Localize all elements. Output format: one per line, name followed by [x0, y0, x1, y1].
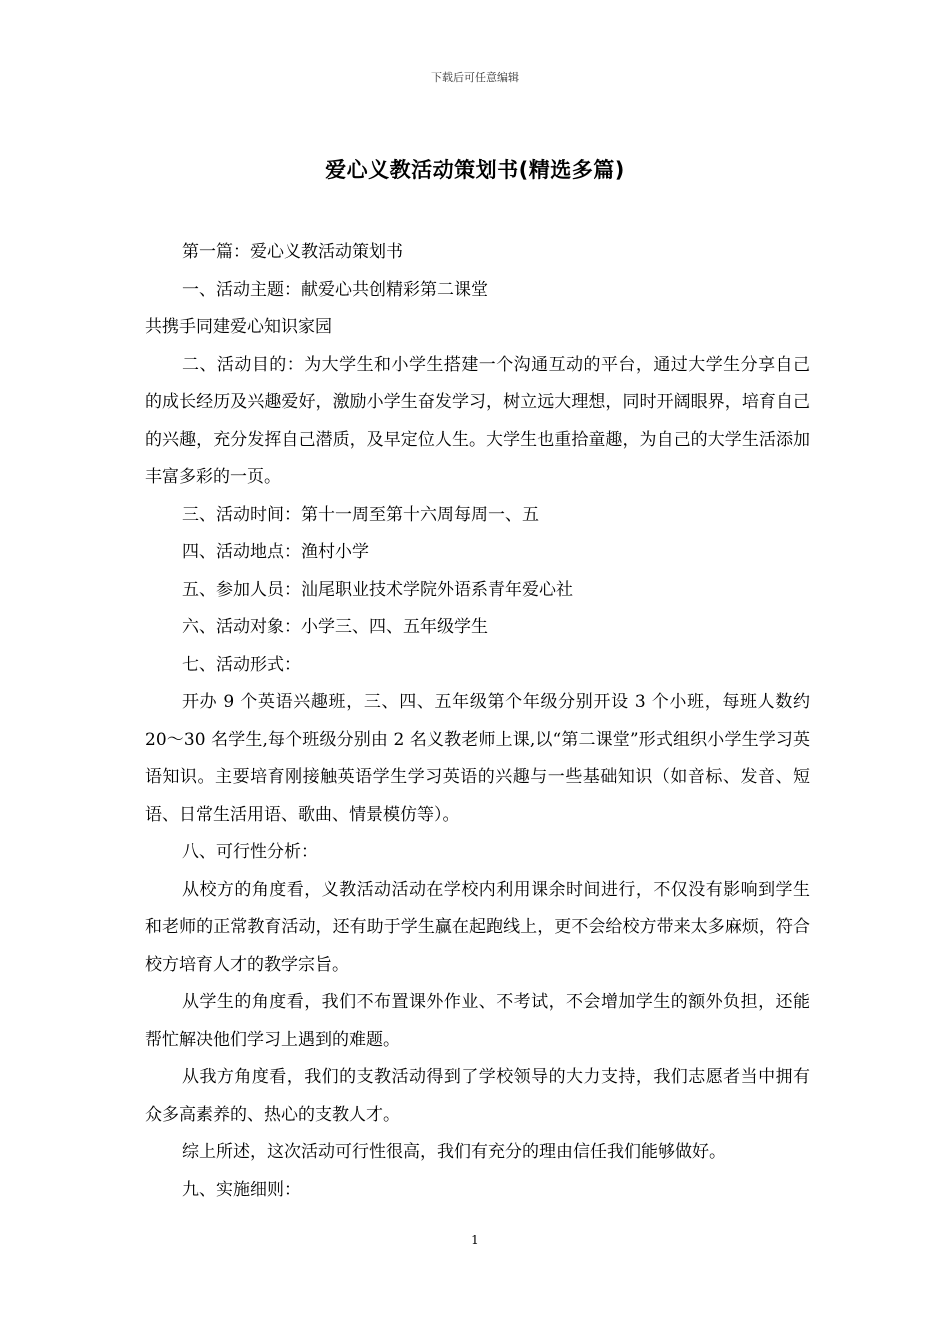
paragraph: 六、活动对象：小学三、四、五年级学生	[182, 617, 488, 637]
paragraph: 从我方角度看，我们的支教活动得到了学校领导的大力支持，我们志愿者当中拥有众多高素养的、热心的支教人才。	[145, 1067, 810, 1125]
document-body	[145, 234, 810, 1209]
paragraph: 从学生的角度看，我们不布置课外作业、不考试，不会增加学生的额外负担，还能帮忙解决他们学习上遇到的难题。	[145, 992, 810, 1050]
paragraph: 第一篇：爱心义教活动策划书	[182, 242, 403, 262]
document-title: 爱心义教活动策划书(精选多篇)	[325, 158, 625, 182]
page-header: 下载后可任意编辑	[431, 71, 519, 84]
paragraph: 共携手同建爱心知识家园	[145, 317, 332, 337]
paragraph: 从校方的角度看，义教活动活动在学校内利用课余时间进行，不仅没有影响到学生和老师的正常教育活动，还有助于学生赢在起跑线上，更不会给校方带来太多麻烦，符合校方培育人才的教学宗旨。	[145, 879, 810, 975]
paragraph: 八、可行性分析：	[182, 842, 318, 862]
paragraph: 二、活动目的：为大学生和小学生搭建一个沟通互动的平台，通过大学生分享自己的成长经历及兴趣爱好，激励小学生奋发学习，树立远大理想，同时开阔眼界，培育自己的兴趣，充分发挥自己潜质，及早定位人生。大学生也重拾童趣，为自己的大学生活添加丰富多彩的一页。	[145, 354, 810, 487]
paragraph: 四、活动地点：渔村小学	[182, 542, 369, 562]
page-number: 1	[471, 1233, 479, 1247]
paragraph: 开办 9 个英语兴趣班，三、四、五年级第个年级分别开设 3 个小班，每班人数约 20～30 名学生,每个班级分别由 2 名义教老师上课,以“第二课堂”形式组织小学生学习英语知识。主要培育刚接触英语学生学习英语的兴趣与一些基础知识（如音标、发音、短语、日常生活用语、歌曲、情景模仿等）。	[145, 692, 810, 825]
paragraph: 综上所述，这次活动可行性很高，我们有充分的理由信任我们能够做好。	[182, 1142, 726, 1162]
paragraph: 七、活动形式：	[182, 654, 301, 675]
paragraph: 一、活动主题：献爱心共创精彩第二课堂	[182, 279, 488, 300]
paragraph: 五、参加人员：汕尾职业技术学院外语系青年爱心社	[182, 579, 573, 600]
paragraph: 九、实施细则：	[182, 1179, 301, 1200]
paragraph: 三、活动时间：第十一周至第十六周每周一、五	[182, 504, 539, 525]
